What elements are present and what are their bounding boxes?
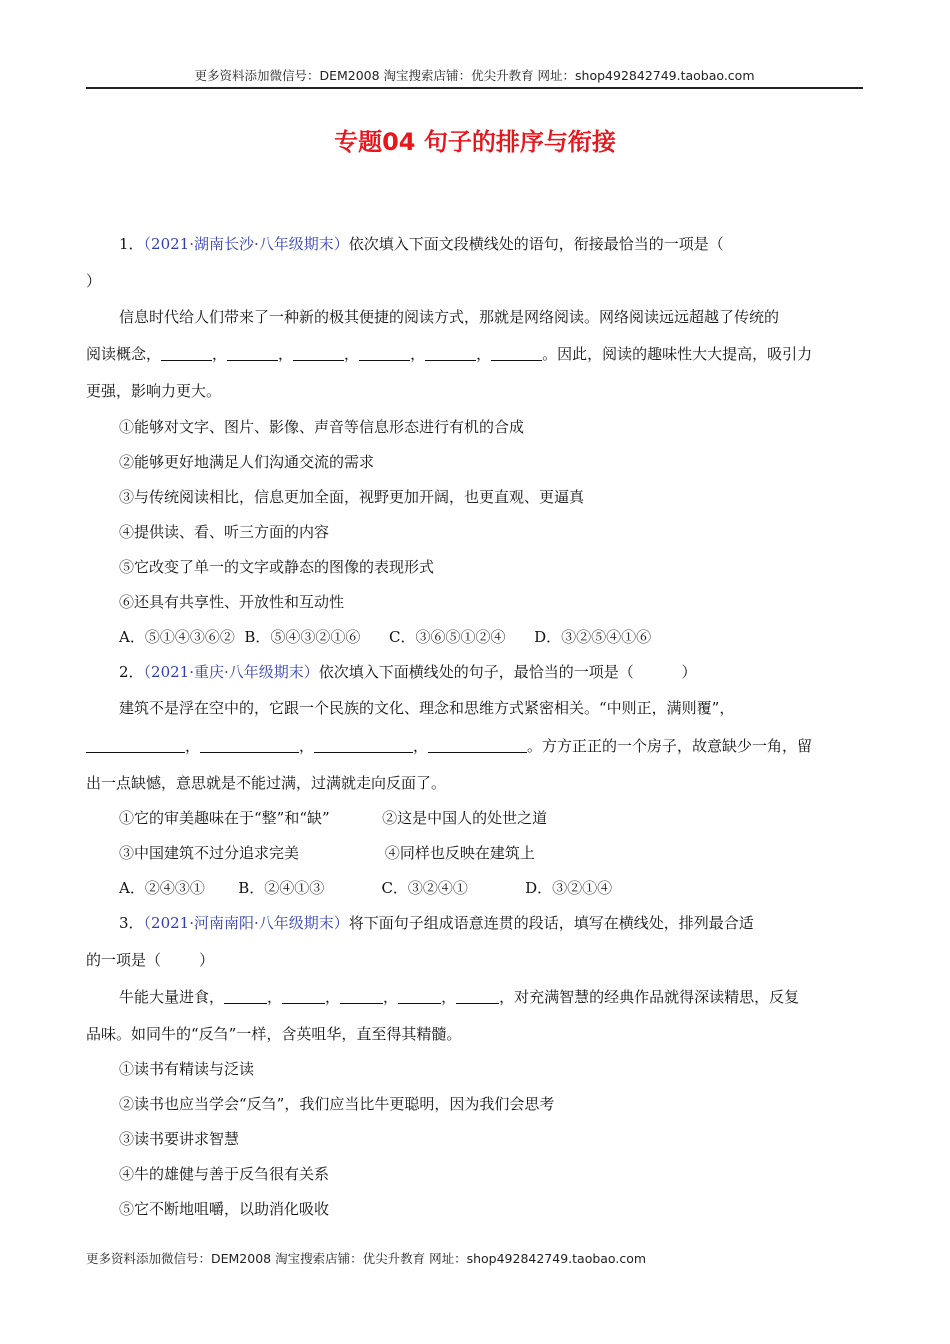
answer-blank[interactable] (425, 346, 476, 361)
q3-number: 3． (119, 914, 144, 932)
q3-stem: 将下面句子组成语意连贯的段话，填写在横线处，排列最合适 (348, 914, 754, 932)
q1-item: ④提供读、看、听三方面的内容 (119, 523, 330, 541)
q3-item: ①读书有精读与泛读 (119, 1060, 255, 1078)
q2-stem: 依次填入下面横线处的句子，最恰当的一项是（ ） (318, 663, 697, 681)
q1-item: ②能够更好地满足人们沟通交流的需求 (119, 453, 375, 471)
answer-blank[interactable] (456, 989, 499, 1004)
q2-number: 2． (119, 663, 144, 681)
answer-blank[interactable] (359, 346, 410, 361)
q3-item: ②读书也应当学会“反刍”，我们应当比牛更聪明，因为我们会思考 (119, 1095, 555, 1113)
q1-stem-line (119, 234, 724, 254)
q2-passage-line1: 建筑不是浮在空中的，它跟一个民族的文化、理念和思维方式紧密相关。“中则正，满则覆”， (119, 699, 735, 717)
q3-source: （2021·河南南阳·八年级期末） (143, 914, 349, 932)
q1-stem-end: ） (86, 272, 102, 290)
answer-blank[interactable] (293, 346, 344, 361)
q1-source: （2021·湖南长沙·八年级期末） (143, 235, 349, 253)
q3-item: ⑤它不断地咀嚼，以助消化吸收 (119, 1200, 330, 1218)
q2-source: （2021·重庆·八年级期末） (143, 663, 319, 681)
q2-passage-line3: 出一点缺憾，意思就是不能过满，过满就走向反面了。 (86, 774, 447, 792)
page-title: 专题04 句子的排序与衔接 (334, 128, 616, 156)
q1-item: ①能够对文字、图片、影像、声音等信息形态进行有机的合成 (119, 418, 525, 436)
q3-item: ③读书要讲求智慧 (119, 1130, 240, 1148)
q2-stem-line (119, 662, 696, 682)
q2-items-row1: ①它的审美趣味在于“整”和“缺” ②这是中国人的处世之道 (119, 809, 548, 827)
q1-stem: 依次填入下面文段横线处的语句，衔接最恰当的一项是（ (348, 235, 724, 253)
q3-stem-line (119, 913, 754, 933)
q2-passage-line2: ， ， ， 。方方正正的一个房子，故意缺少一角，留 (86, 736, 812, 756)
q1-passage-line3: 更强，影响力更大。 (86, 382, 222, 400)
q3-stem-line2: 的一项是（ ） (86, 951, 215, 969)
q1-number: 1． (119, 235, 144, 253)
answer-blank[interactable] (161, 346, 212, 361)
answer-blank[interactable] (491, 346, 542, 361)
q1-passage-line2: 阅读概念， ， ， ， ， ， 。因此，阅读的趣味性大大提高，吸引力 (86, 345, 813, 363)
q3-passage-line2: 品味。如同牛的“反刍”一样，含英咀华，直至得其精髓。 (86, 1025, 462, 1043)
answer-blank[interactable] (200, 738, 299, 753)
answer-blank[interactable] (398, 989, 441, 1004)
answer-blank[interactable] (282, 989, 325, 1004)
page-footer: 更多资料添加微信号：DEM2008 淘宝搜索店铺：优尖升教育 网址：shop492842749.taobao.com (86, 1251, 647, 1266)
answer-blank[interactable] (428, 738, 527, 753)
q1-passage-line1: 信息时代给人们带来了一种新的极其便捷的阅读方式，那就是网络阅读。网络阅读远远超越了传统的 (119, 308, 780, 326)
q1-item: ⑥还具有共享性、开放性和互动性 (119, 593, 345, 611)
q3-passage-line1: 牛能大量进食， ， ， ， ， ，对充满智慧的经典作品就得深读精思，反复 (119, 988, 800, 1006)
q1-options: A．⑤①④③⑥② B．⑤④③②①⑥ C．③⑥⑤①②④ D．③②⑤④①⑥ (119, 628, 652, 646)
answer-blank[interactable] (314, 738, 413, 753)
q1-item: ③与传统阅读相比，信息更加全面，视野更加开阔，也更直观、更逼真 (119, 488, 585, 506)
answer-blank[interactable] (227, 346, 278, 361)
answer-blank[interactable] (340, 989, 383, 1004)
header-divider (86, 87, 863, 89)
q1-item: ⑤它改变了单一的文字或静态的图像的表现形式 (119, 558, 435, 576)
q2-options: A．②④③① B．②④①③ C．③②④① D．③②①④ (119, 879, 613, 897)
page-header: 更多资料添加微信号：DEM2008 淘宝搜索店铺：优尖升教育 网址：shop492842749.taobao.com (194, 68, 755, 83)
q2-items-row2: ③中国建筑不过分追求完美 ④同样也反映在建筑上 (119, 844, 535, 862)
answer-blank[interactable] (86, 738, 185, 753)
q3-item: ④牛的雄健与善于反刍很有关系 (119, 1165, 330, 1183)
answer-blank[interactable] (224, 989, 267, 1004)
